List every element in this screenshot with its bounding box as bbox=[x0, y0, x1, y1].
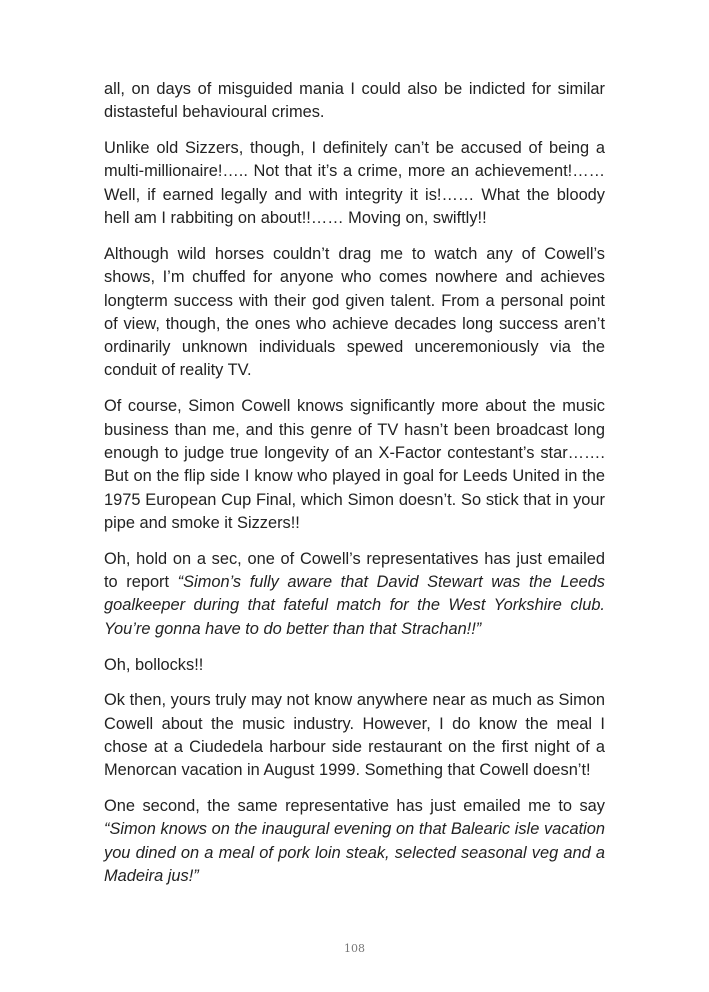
paragraph-3: Although wild horses couldn’t drag me to watch any of Cowell’s shows, I’m chuffed for anyone who comes nowhere and achieves longterm success with their god given talent. From a personal point of view, though, the ones who achieve decades long success aren’t ordinarily unknown individuals spewed unceremoniously via the conduit of reality TV. bbox=[104, 244, 605, 380]
paragraph-6: Oh, bollocks!! bbox=[104, 655, 204, 674]
paragraph-8-quote: “Simon knows on the inaugural evening on that Balearic isle vacation you dined on a meal of pork loin steak, selected seasonal veg and a Madeira jus!” bbox=[104, 820, 605, 886]
paragraph-8 bbox=[104, 795, 605, 888]
paragraph-1: all, on days of misguided mania I could also be indicted for similar distasteful behavioural crimes. bbox=[104, 80, 605, 122]
paragraph-5-lead: Oh, hold on a sec, one of Cowell’s representatives has just emailed to report bbox=[104, 549, 605, 592]
paragraph-4: Of course, Simon Cowell knows significantly more about the music business than me, and this genre of TV hasn’t been broadcast long enough to judge true longevity of an X-Factor contestant’s star……. But on the flip side I know who played in goal for Leeds United in the 1975 European Cup Final, which Simon doesn’t. So stick that in your pipe and smoke it Sizzers!! bbox=[104, 397, 605, 532]
page-number: 108 bbox=[344, 942, 365, 955]
paragraph-5 bbox=[104, 548, 605, 641]
paragraph-8-lead: One second, the same representative has just emailed me to say bbox=[104, 797, 605, 816]
paragraph-5-quote: “Simon’s fully aware that David Stewart was the Leeds goalkeeper during that fateful match for the West Yorkshire club. You’re gonna have to do better than that Strachan!!” bbox=[104, 573, 605, 638]
paragraph-7: Ok then, yours truly may not know anywhere near as much as Simon Cowell about the music industry. However, I do know the meal I chose at a Ciudedela harbour side restaurant on the first night of a Menorcan vacation in August 1999. Something that Cowell doesn’t! bbox=[104, 691, 605, 780]
page-body bbox=[104, 78, 605, 901]
paragraph-2: Unlike old Sizzers, though, I definitely can’t be accused of being a multi-millionaire!….. Not that it’s a crime, more an achievement!…… Well, if earned legally and with integrity it is!…… What the bloody hell am I rabbiting on about!!…… Moving on, swiftly!! bbox=[104, 139, 605, 228]
